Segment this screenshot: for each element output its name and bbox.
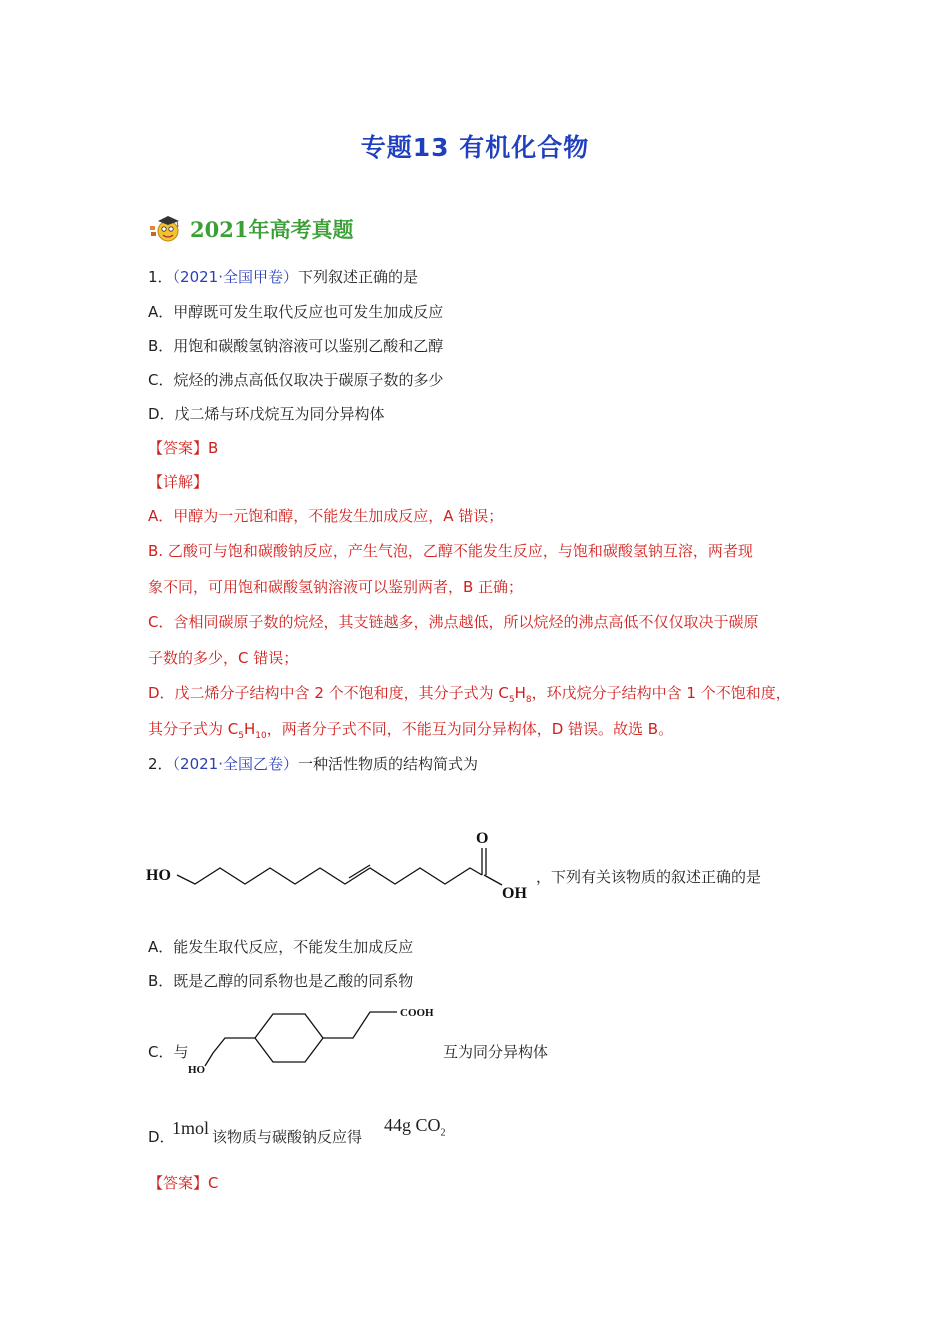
c-ho-label: HO	[188, 1064, 206, 1076]
q2-structure-diagram	[140, 820, 560, 910]
q1-detail-d-line1: D．戊二烯分子结构中含 2 个不饱和度，其分子式为 $C_5H_8$，环戊烷分子结构中含 1 个不饱和度，	[148, 684, 791, 705]
cyclohexane-ring	[255, 1014, 323, 1062]
q2-stem-cont: ，下列有关该物质的叙述正确的是	[536, 868, 762, 886]
q2-option-b: B．既是乙醇的同系物也是乙酸的同系物	[148, 972, 414, 990]
struct-ho-label: HO	[146, 867, 171, 884]
struct-o-label: O	[476, 830, 489, 847]
q1-answer	[148, 437, 218, 458]
carbon-chain	[177, 868, 482, 884]
page-title: 专题13 有机化合物	[360, 133, 590, 162]
q2-option-d-prefix: D．	[148, 1128, 175, 1146]
q1-detail-d-line2: 其分子式为 $C_5H_{10}$，两者分子式不同，不能互为同分异构体，D 错误。故选 B。	[148, 720, 674, 741]
c-cooh-label: COOH	[400, 1007, 434, 1019]
q2-option-a: A．能发生取代反应，不能发生加成反应	[148, 938, 414, 956]
q1-detail-c-line2: 子数的多少，C 错误；	[148, 649, 299, 667]
q1-detail-b-line1: B. 乙酸可与饱和碳酸钠反应，产生气泡，乙醇不能发生反应，与饱和碳酸氢钠互溶，两者现	[148, 542, 753, 560]
q1-answer-value: B	[208, 439, 219, 457]
q1-detail-c-line1: C．含相同碳原子数的烷烃，其支链越多，沸点越低，所以烷烃的沸点高低不仅仅取决于碳原	[148, 613, 759, 631]
q2-stem	[148, 753, 478, 774]
struct-oh-label: OH	[502, 885, 527, 902]
mascot-icon	[148, 214, 184, 244]
q1-question: 下列叙述正确的是	[298, 268, 419, 286]
q1-number: 1．	[148, 268, 173, 286]
q2-answer-label: 【答案】	[148, 1174, 209, 1192]
q1-option-d: D．戊二烯与环戊烷互为同分异构体	[148, 405, 385, 423]
double-bond-line	[349, 865, 370, 878]
q1-option-c: C．烷烃的沸点高低仅取决于碳原子数的多少	[148, 371, 444, 389]
q2-answer-value: C	[208, 1174, 219, 1192]
q1-source: （2021·全国甲卷）	[172, 268, 298, 286]
q2-option-d-mol: 1mol	[172, 1118, 210, 1138]
q2-option-c-structure	[185, 998, 445, 1080]
q2-option-d-mid: 该物质与碳酸钠反应得	[212, 1128, 363, 1146]
q1-option-a: A．甲醇既可发生取代反应也可发生加成反应	[148, 303, 444, 321]
section-header	[148, 214, 353, 244]
q1-detail-label: 【详解】	[148, 473, 209, 491]
q1-answer-label: 【答案】	[148, 439, 209, 457]
q1-detail-a: A．甲醇为一元饱和醇，不能发生加成反应，A 错误；	[148, 507, 504, 525]
q1-stem	[148, 266, 418, 287]
q2-source: （2021·全国乙卷）	[172, 755, 298, 773]
q1-option-b: B．用饱和碳酸氢钠溶液可以鉴别乙酸和乙醇	[148, 337, 444, 355]
q2-answer	[148, 1172, 219, 1193]
q1-detail-b-line2: 象不同，可用饱和碳酸氢钠溶液可以鉴别两者，B 正确；	[148, 578, 524, 596]
section-title: 2021年高考真题	[190, 217, 354, 242]
q2-option-d-co2: 44g $CO_2$	[384, 1115, 446, 1139]
q2-number: 2．	[148, 755, 173, 773]
q2-option-c-prefix: C．与	[148, 1043, 189, 1061]
q2-question: 一种活性物质的结构简式为	[298, 755, 479, 773]
q2-option-c-suffix: 互为同分异构体	[443, 1043, 549, 1061]
